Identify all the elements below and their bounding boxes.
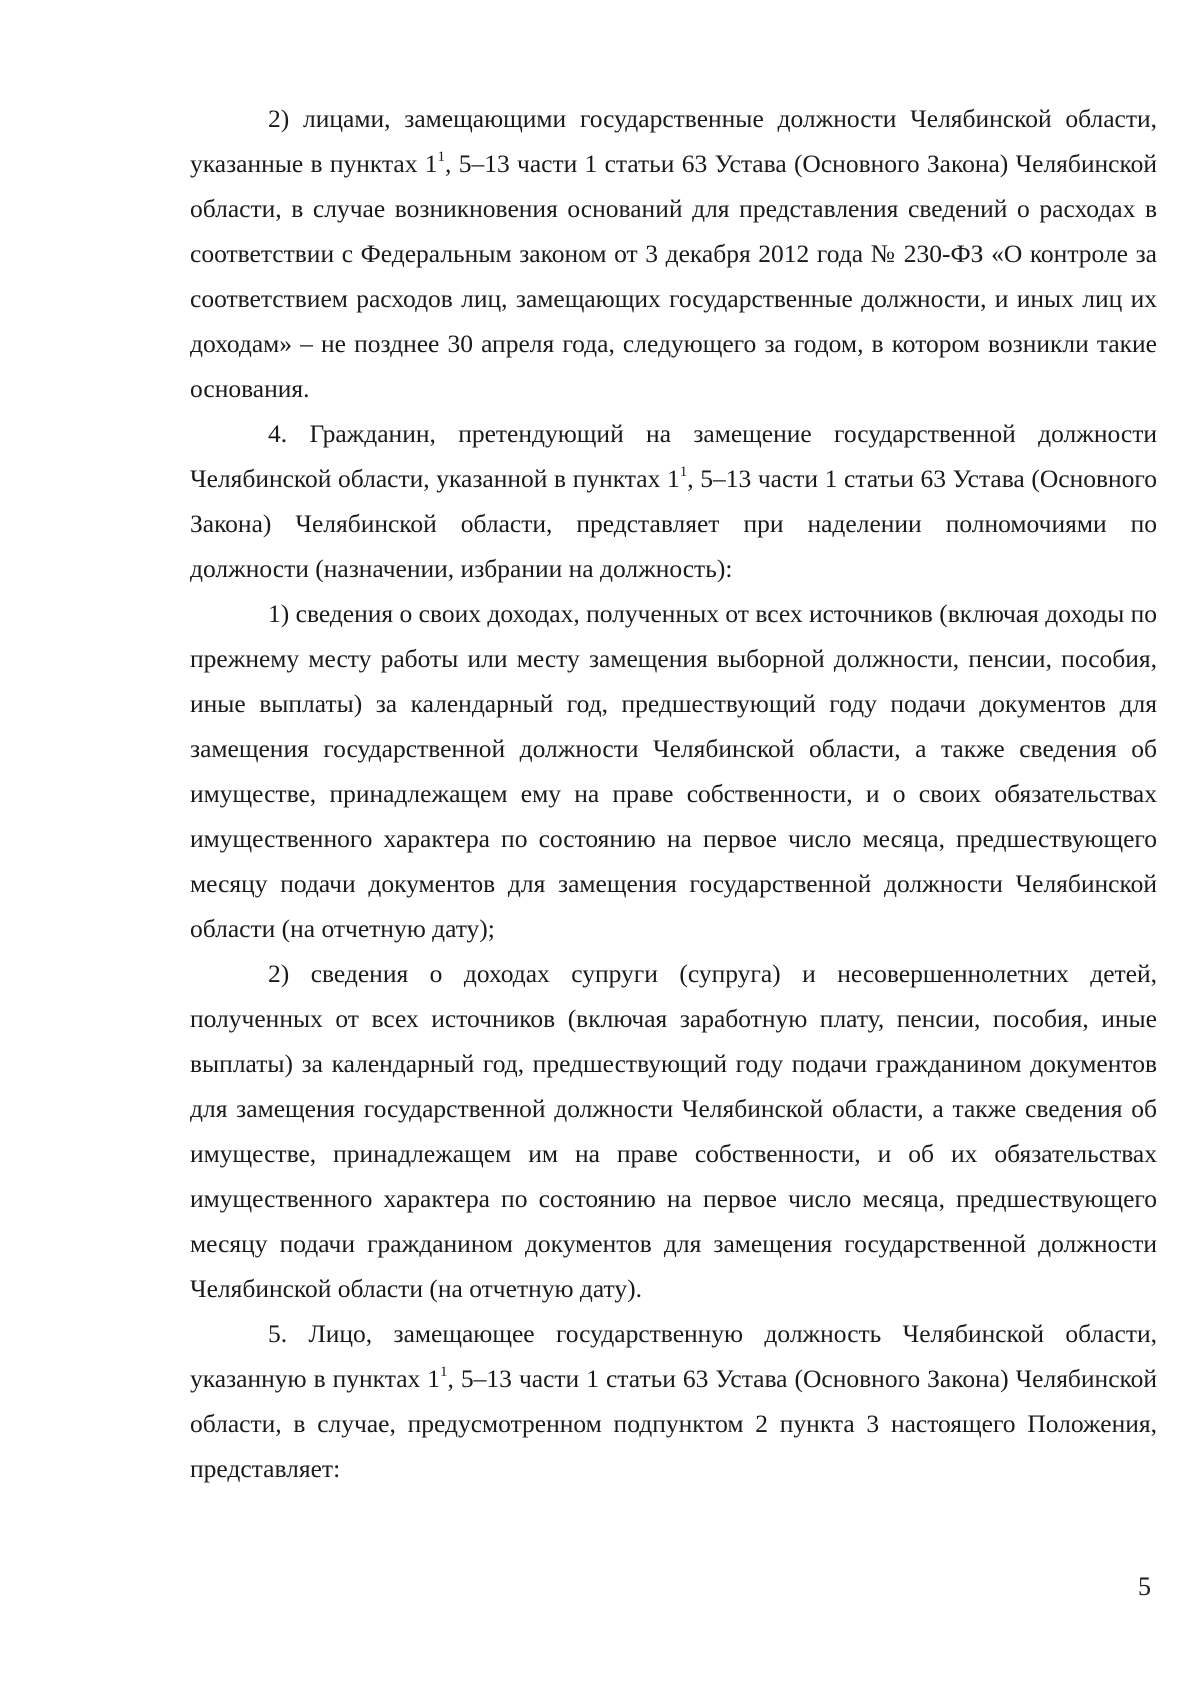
paragraph-text: 2) лицами, замещающими государственные должности Челябинской области, указанные в пунктах 1 — [190, 104, 1157, 178]
paragraph-clause-4-item-1: 1) сведения о своих доходах, полученных от всех источников (включая доходы по прежнему месту работы или месту замещения выборной должности, пенсии, пособия, иные выплаты) за календарный год, предшествующий году подачи документов для замещения государственной должности Челябинской области, а также сведения об имуществе, принадлежащем ему на праве собственности, и о своих обязательствах имущественного характера по состоянию на первое число месяца, предшествующего месяцу подачи документов для замещения государственной должности Челябинской области (на отчетную дату); — [190, 599, 1157, 943]
paragraph-clause-5 — [190, 1311, 1157, 1491]
document-page — [190, 96, 1157, 1491]
paragraph-text: , 5–13 части 1 статьи 63 Устава (Основного Закона) Челябинской области, в случае, предусмотренном подпунктом 2 пункта 3 настоящего Положения, представляет: — [190, 1364, 1157, 1483]
paragraph-text: , 5–13 части 1 статьи 63 Устава (Основного Закона) Челябинской области, в случае возникновения оснований для представления сведений о расходах в соответствии с Федеральным законом от 3 декабря 2012 года № 230-ФЗ «О контроле за соответствием расходов лиц, замещающих государственные должности, и иных лиц их доходам» – не позднее 30 апреля года, следующего за годом, в котором возникли такие основания. — [190, 149, 1157, 403]
paragraph-clause-4 — [190, 411, 1157, 591]
paragraph-text: , 5–13 части 1 статьи 63 Устава (Основного Закона) Челябинской области, представляет при наделении полномочиями по должности (назначении, избрании на должность): — [190, 464, 1157, 583]
superscript-mark: 1 — [437, 148, 446, 165]
superscript-mark: 1 — [440, 1363, 448, 1380]
paragraph-item-2-persons — [190, 96, 1157, 411]
superscript-mark: 1 — [679, 463, 688, 480]
paragraph-text: 5. Лицо, замещающее государственную должность Челябинской области, указанную в пунктах 1 — [190, 1319, 1157, 1393]
page-number: 5 — [1138, 1572, 1151, 1601]
paragraph-clause-4-item-2: 2) сведения о доходах супруги (супруга) и несовершеннолетних детей, полученных от всех источников (включая заработную плату, пенсии, пособия, иные выплаты) за календарный год, предшествующий году подачи гражданином документов для замещения государственной должности Челябинской области, а также сведения об имуществе, принадлежащем им на праве собственности, и об их обязательствах имущественного характера по состоянию на первое число месяца, предшествующего месяцу подачи гражданином документов для замещения государственной должности Челябинской области (на отчетную дату). — [190, 959, 1157, 1303]
paragraph-text: 4. Гражданин, претендующий на замещение государственной должности Челябинской области, указанной в пунктах 1 — [190, 419, 1157, 493]
